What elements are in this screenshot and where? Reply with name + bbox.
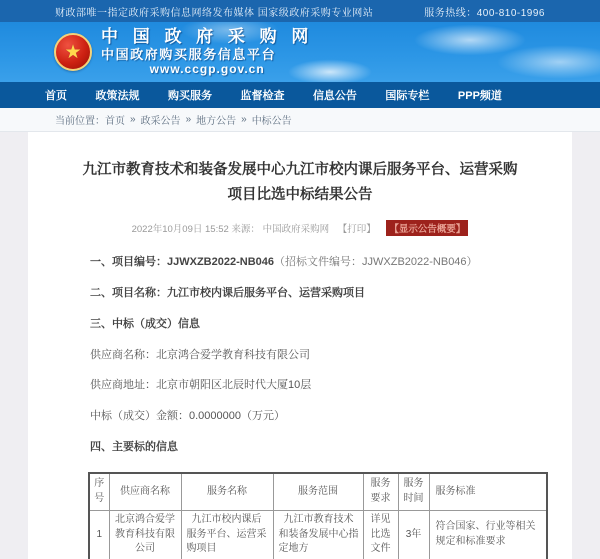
breadcrumb-separator: » [185,114,192,125]
nav-item-policies[interactable]: 政策法规 [95,90,140,102]
section-project-number [90,256,542,270]
award-amount-line: 中标（成交）金额：0.0000000（万元） [90,410,285,423]
publish-time: 2022年10月09日 15:52 [131,224,229,236]
nav-item-home[interactable]: 首页 [45,90,67,102]
star-icon: ★ [64,41,82,63]
col-header-service: 服务名称 [181,473,273,511]
cell-supplier: 北京鸿合爱学教育科技有限公司 [109,511,181,559]
cell-service: 九江市校内课后服务平台、运营采购项目 [181,511,273,559]
top-utility-bar [0,0,600,22]
project-number-note: （招标文件编号：JJWXZB2022-NB046） [274,256,478,269]
breadcrumb-award-notices[interactable]: 中标公告 [251,116,292,127]
site-subtitle: 中国政府购买服务信息平台 [101,46,277,62]
nav-item-purchase[interactable]: 购买服务 [167,90,212,102]
supplier-address-line: 供应商地址：北京市朝阳区北辰时代大厦10层 [90,379,312,392]
show-summary-button[interactable]: 【显示公告概要】 [386,220,468,236]
page-background [0,132,600,559]
subject-info-table [88,472,548,559]
project-number-heading: 一、项目编号：JJWXZB2022-NB046 [90,256,274,269]
nav-item-intl[interactable]: 国际专栏 [385,90,430,102]
supplier-name-line: 供应商名称：北京鸿合爱学教育科技有限公司 [90,348,310,361]
col-header-seq: 序号 [89,473,109,511]
col-header-scope: 服务范围 [273,473,363,511]
table-row [89,511,547,559]
article-meta [58,220,542,236]
print-button[interactable]: 【打印】 [337,224,376,236]
cell-require: 详见比选文件 [363,511,398,559]
cell-scope: 九江市教育技术和装备发展中心指定地方 [273,511,363,559]
main-nav [0,82,600,108]
article-card [28,132,572,559]
col-header-duration: 服务时间 [398,473,429,511]
breadcrumb-separator: » [130,114,136,125]
nav-item-supervise[interactable]: 监督检查 [240,90,285,102]
source-label: 来源： [231,224,260,236]
col-header-standard: 服务标准 [429,473,547,511]
section-award-info: 三、中标（成交）信息 [90,317,200,330]
section-subject-info: 四、主要标的信息 [90,440,178,453]
service-hotline: 服务热线：400-810-1996 [424,7,545,19]
article-title: 九江市教育技术和装备发展中心九江市校内课后服务平台、运营采购项目比选中标结果公告 [82,162,518,203]
breadcrumb-separator: » [241,114,247,125]
cell-standard: 符合国家、行业等相关规定和标准要求 [429,511,547,559]
site-slogan: 财政部唯一指定政府采购信息网络发布媒体 国家级政府采购专业网站 [55,7,374,19]
table-header-row [89,473,547,511]
breadcrumb-home[interactable]: 首页 [105,116,125,127]
article-body [90,256,542,454]
col-header-require: 服务要求 [363,473,398,511]
breadcrumb-label: 当前位置： [55,116,105,127]
breadcrumb-gov-notices[interactable]: 政采公告 [140,116,181,127]
site-header [0,22,600,82]
breadcrumb-local-notices[interactable]: 地方公告 [196,116,237,127]
site-url: www.ccgp.gov.cn [149,62,265,77]
cell-duration: 3年 [398,511,429,559]
national-emblem-logo[interactable] [54,33,92,71]
site-name: 中 国 政 府 采 购 网 [101,27,314,47]
site-logo-text[interactable] [101,27,313,77]
col-header-supplier: 供应商名称 [109,473,181,511]
breadcrumb [0,108,600,132]
nav-item-notices[interactable]: 信息公告 [312,90,357,102]
section-project-name: 二、项目名称：九江市校内课后服务平台、运营采购项目 [90,287,365,300]
source-name: 中国政府采购网 [262,224,330,236]
nav-item-ppp[interactable]: PPP频道 [457,90,502,102]
cell-seq: 1 [89,511,109,559]
